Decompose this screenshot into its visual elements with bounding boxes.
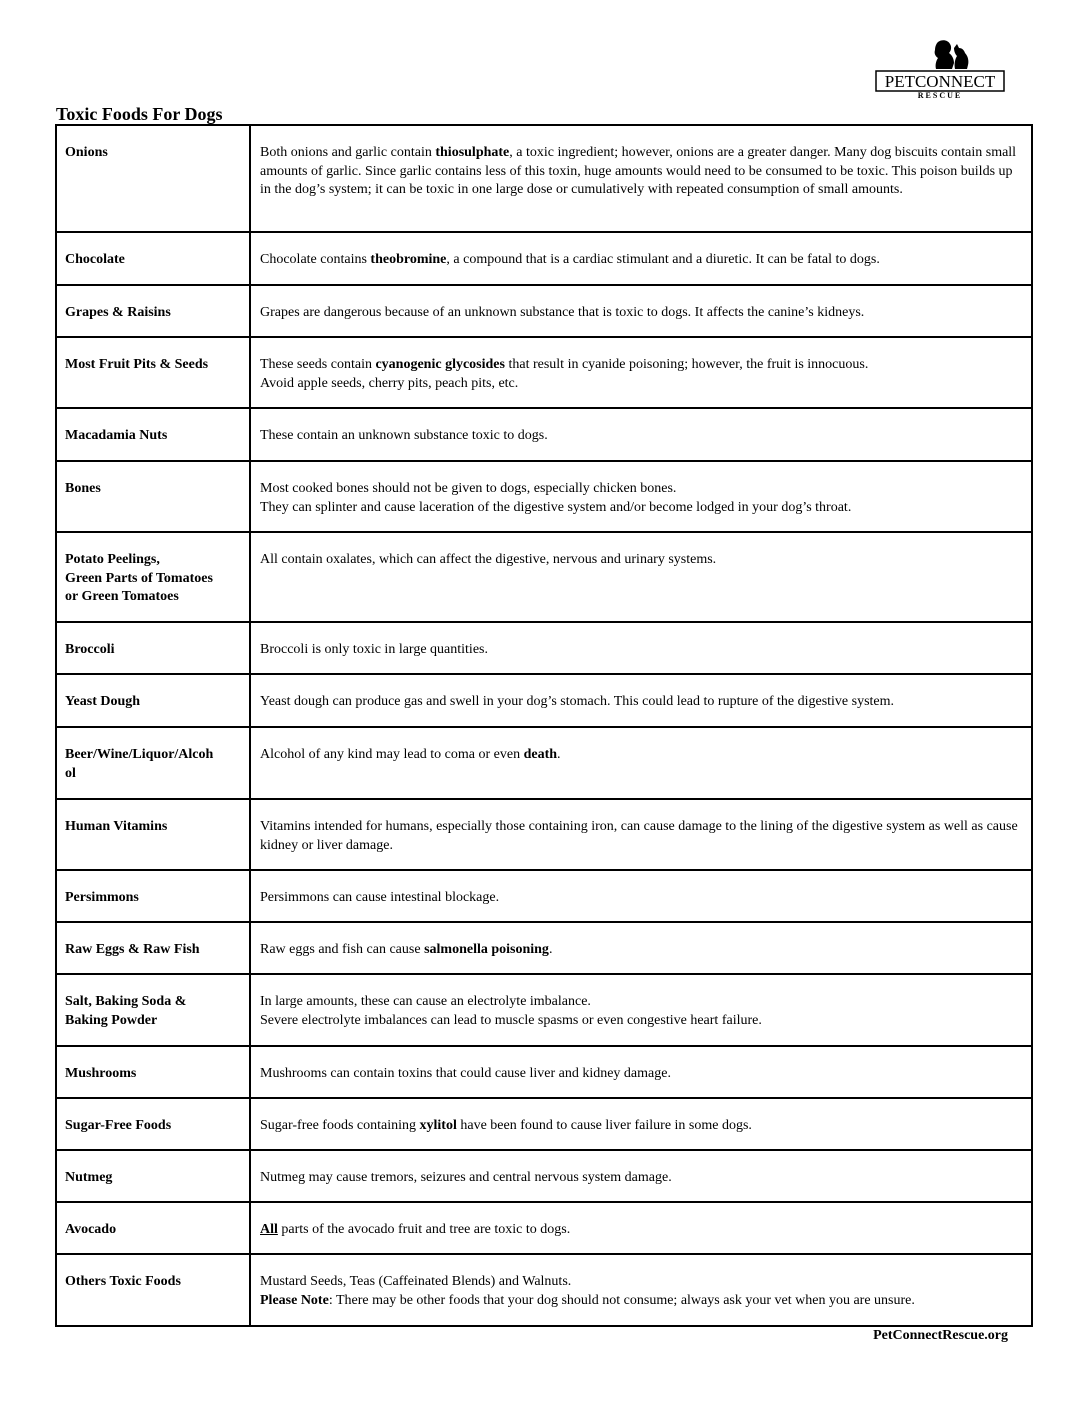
food-name-cell [56, 922, 250, 974]
food-name: Yeast Dough [65, 694, 141, 709]
description-text: Both onions and garlic contain [260, 145, 436, 160]
food-name: Sugar-Free Foods [65, 1118, 172, 1133]
food-name: Bones [65, 481, 101, 496]
description-cell [250, 461, 1032, 532]
food-name-line: ol [65, 765, 76, 781]
description-cell [250, 1150, 1032, 1202]
description-cell [250, 532, 1032, 622]
description-text: that result in cyanide poisoning; however, the fruit is innocuous. [504, 357, 869, 372]
table-row [56, 922, 1032, 974]
food-name-cell [56, 727, 250, 799]
description-cell [250, 125, 1032, 232]
food-name: Grapes & Raisins [65, 305, 171, 320]
description-text: Sugar-free foods containing [260, 1118, 420, 1133]
description-cell [250, 1254, 1032, 1326]
food-name-cell [56, 674, 250, 727]
description-bold-term: cyanogenic glycosides [375, 357, 505, 372]
food-name-cell [56, 532, 250, 622]
logo-brand-top: PETCONNECT [884, 72, 996, 91]
food-name-cell [56, 1046, 250, 1098]
food-name-cell [56, 974, 250, 1046]
food-name-cell [56, 622, 250, 674]
description-cell [250, 1098, 1032, 1150]
food-name: Nutmeg [65, 1170, 113, 1185]
food-name: Others Toxic Foods [65, 1274, 181, 1289]
description-text: In large amounts, these can cause an electrolyte imbalance. [260, 994, 591, 1009]
page-title: Toxic Foods For Dogs [56, 104, 223, 124]
description-text: , a toxic ingredient; however, onions are a greater danger. Many dog biscuits contain small amounts of garlic. Since garlic contains less of this toxin, huge amounts would need to be consumed to be toxic. This poison builds up in the dog’s system; it can be toxic in one large dose or cumulatively with repeated consumption of small amounts. [260, 145, 1017, 198]
description-text: Yeast dough can produce gas and swell in your dog’s stomach. This could lead to rupture of the digestive system. [260, 694, 895, 709]
table-row [56, 1046, 1032, 1098]
description-cell [250, 285, 1032, 337]
food-name: Raw Eggs & Raw Fish [65, 942, 200, 957]
table-row [56, 125, 1032, 232]
description-text: Avoid apple seeds, cherry pits, peach pits, etc. [260, 375, 519, 391]
description-bold-term: theobromine [370, 252, 447, 267]
table-row [56, 532, 1032, 622]
description-text: Nutmeg may cause tremors, seizures and central nervous system damage. [260, 1170, 672, 1185]
food-name-cell [56, 1150, 250, 1202]
food-name-cell [56, 285, 250, 337]
description-cell [250, 870, 1032, 922]
food-name-cell [56, 232, 250, 285]
food-name: Onions [65, 145, 108, 160]
description-text: Vitamins intended for humans, especially those containing iron, can cause damage to the lining of the digestive system as well as cause kidney or liver damage. [260, 819, 1018, 853]
table-row [56, 727, 1032, 799]
description-text: . [548, 942, 553, 957]
description-text: They can splinter and cause laceration of the digestive system and/or become lodged in your dog’s throat. [260, 499, 852, 515]
table-row [56, 870, 1032, 922]
footer-website: PetConnectRescue.org [873, 1328, 1008, 1343]
description-text: Chocolate contains [260, 252, 371, 267]
description-text: Severe electrolyte imbalances can lead to muscle spasms or even congestive heart failure. [260, 1012, 762, 1028]
table-row [56, 408, 1032, 461]
description-bold-term: death [523, 747, 558, 762]
food-name: Human Vitamins [65, 819, 168, 834]
table-row [56, 1098, 1032, 1150]
table-row [56, 1202, 1032, 1254]
cat-dog-silhouette-icon [870, 38, 1010, 100]
description-bold-term: xylitol [419, 1118, 457, 1133]
table-row [56, 461, 1032, 532]
description-text: : There may be other foods that your dog should not consume; always ask your vet when you are unsure. [328, 1292, 915, 1308]
description-cell [250, 799, 1032, 870]
food-name-cell [56, 870, 250, 922]
food-name-line: Green Parts of Tomatoes [65, 570, 213, 586]
description-cell [250, 622, 1032, 674]
description-bold-term [260, 1222, 278, 1237]
food-name-cell [56, 461, 250, 532]
logo-brand-bottom: RESCUE [917, 91, 963, 100]
food-name-cell [56, 408, 250, 461]
table-row [56, 337, 1032, 408]
food-name: Avocado [65, 1222, 117, 1237]
food-name-cell [56, 1254, 250, 1326]
description-cell [250, 408, 1032, 461]
petconnect-logo [870, 38, 1010, 100]
description-cell [250, 674, 1032, 727]
table-body [56, 125, 1032, 1326]
description-cell [250, 922, 1032, 974]
description-text: parts of the avocado fruit and tree are toxic to dogs. [277, 1222, 571, 1237]
description-emphasis: All [260, 1222, 278, 1237]
description-text: These contain an unknown substance toxic to dogs. [260, 428, 548, 443]
food-name-cell [56, 125, 250, 232]
food-name: Chocolate [65, 252, 125, 267]
description-cell [250, 337, 1032, 408]
description-text: Most cooked bones should not be given to dogs, especially chicken bones. [260, 481, 677, 496]
description-text: Broccoli is only toxic in large quantities. [260, 642, 488, 657]
food-name: Broccoli [65, 642, 115, 657]
food-name: Persimmons [65, 890, 139, 905]
food-name-cell [56, 1098, 250, 1150]
description-text: Persimmons can cause intestinal blockage. [260, 890, 500, 905]
food-name: Mushrooms [65, 1066, 137, 1081]
description-cell [250, 974, 1032, 1046]
description-cell [250, 232, 1032, 285]
description-bold-term: salmonella poisoning [424, 942, 549, 957]
food-name: Most Fruit Pits & Seeds [65, 357, 209, 372]
table-row [56, 232, 1032, 285]
description-text: have been found to cause liver failure in some dogs. [456, 1118, 752, 1133]
description-cell [250, 727, 1032, 799]
table-row [56, 285, 1032, 337]
description-text: Alcohol of any kind may lead to coma or even [260, 747, 524, 762]
description-text: These seeds contain [260, 357, 376, 372]
description-text: Mushrooms can contain toxins that could cause liver and kidney damage. [260, 1066, 671, 1081]
toxic-foods-table [55, 124, 1033, 1327]
description-text: , a compound that is a cardiac stimulant and a diuretic. It can be fatal to dogs. [446, 252, 880, 267]
description-text: Mustard Seeds, Teas (Caffeinated Blends) and Walnuts. [260, 1274, 572, 1289]
description-text: Grapes are dangerous because of an unknown substance that is toxic to dogs. It affects the canine’s kidneys. [260, 305, 865, 320]
food-name-line: Baking Powder [65, 1012, 158, 1028]
table-row [56, 974, 1032, 1046]
description-text: All contain oxalates, which can affect the digestive, nervous and urinary systems. [260, 552, 717, 567]
food-name-line: Beer/Wine/Liquor/Alcoh [65, 747, 214, 762]
description-bold-term: thiosulphate [435, 145, 510, 160]
description-cell [250, 1046, 1032, 1098]
food-name-line: Potato Peelings, [65, 552, 160, 567]
table-row [56, 1150, 1032, 1202]
table-row [56, 622, 1032, 674]
food-name-cell [56, 1202, 250, 1254]
food-name-cell [56, 799, 250, 870]
food-name: Macadamia Nuts [65, 428, 168, 443]
description-cell [250, 1202, 1032, 1254]
food-name-line: or Green Tomatoes [65, 589, 179, 605]
description-bold-term: Please Note [260, 1292, 329, 1308]
table-row [56, 1254, 1032, 1326]
description-text: Raw eggs and fish can cause [260, 942, 425, 957]
food-name-cell [56, 337, 250, 408]
food-name-line: Salt, Baking Soda & [65, 994, 187, 1009]
table-row [56, 799, 1032, 870]
description-text: . [557, 747, 561, 762]
table-row [56, 674, 1032, 727]
